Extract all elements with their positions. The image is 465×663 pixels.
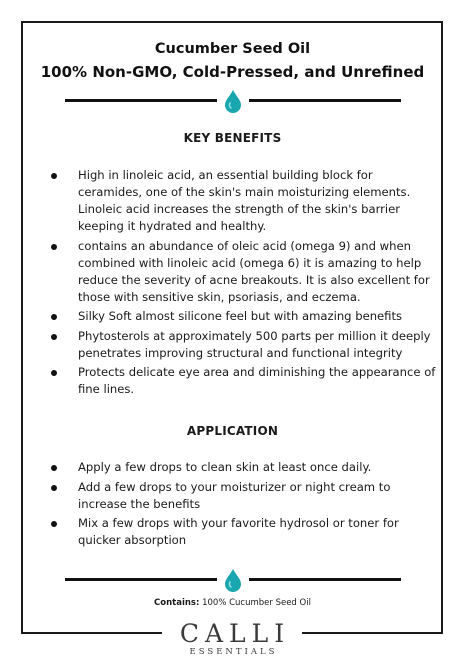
logo-name: CALLI (179, 619, 291, 648)
divider-line-left (65, 578, 217, 581)
droplet-icon (223, 89, 243, 113)
list-item (47, 459, 437, 476)
application-heading: APPLICATION (186, 424, 279, 438)
divider-line-right (249, 99, 401, 102)
list-item (47, 479, 437, 513)
key-benefits-heading: KEY BENEFITS (183, 131, 282, 145)
product-subtitle: 100% Non-GMO, Cold-Pressed, and Unrefined (40, 63, 425, 81)
bullet-icon (51, 244, 57, 250)
brand-logo (162, 621, 302, 659)
top-divider (65, 89, 401, 113)
bullet-icon (51, 173, 57, 179)
divider-line-right (249, 578, 401, 581)
list-item-text: Apply a few drops to clean skin at least once daily. (78, 460, 372, 474)
list-item (47, 364, 437, 398)
contains-value: 100% Cucumber Seed Oil (199, 598, 311, 608)
logo-subtitle: ESSENTIALS (189, 647, 278, 657)
list-item (47, 238, 437, 306)
product-title: Cucumber Seed Oil (154, 41, 311, 57)
list-item-text: Protects delicate eye area and diminishing the appearance of fine lines. (78, 365, 436, 396)
application-list (47, 459, 437, 552)
list-item-text: Add a few drops to your moisturizer or night cream to increase the benefits (78, 479, 391, 511)
bottom-divider (65, 568, 401, 592)
key-benefits-list (47, 167, 437, 401)
list-item-text: High in linoleic acid, an essential building block for ceramides, one of the skin's main moisturizing elements. Linoleic acid increases the strength of the skin's barrier keeping it hydrated and healthy. (78, 168, 411, 233)
bullet-icon (51, 465, 57, 471)
contains-line (0, 598, 465, 608)
list-item-text: Mix a few drops with your favorite hydrosol or toner for quicker absorption (78, 516, 399, 547)
list-item (47, 167, 437, 235)
list-item-text: Phytosterols at approximately 500 parts per million it deeply penetrates improving structural and functional integrity (78, 328, 431, 360)
list-item (47, 308, 437, 325)
bullet-icon (51, 334, 57, 340)
bullet-icon (51, 485, 57, 491)
bullet-icon (51, 314, 57, 320)
list-item (47, 515, 437, 549)
list-item-text: contains an abundance of oleic acid (omega 9) and when combined with linoleic acid (omega 6) it is amazing to help reduce the severity of acne breakouts. It is also excellent for those with sensitive skin, psoriasis, and eczema. (78, 238, 430, 304)
list-item (47, 328, 437, 362)
divider-line-left (65, 99, 217, 102)
contains-label: Contains: (154, 598, 200, 608)
bullet-icon (51, 370, 57, 376)
droplet-icon (223, 568, 243, 592)
list-item-text: Silky Soft almost silicone feel but with amazing benefits (78, 309, 403, 323)
bullet-icon (51, 521, 57, 527)
